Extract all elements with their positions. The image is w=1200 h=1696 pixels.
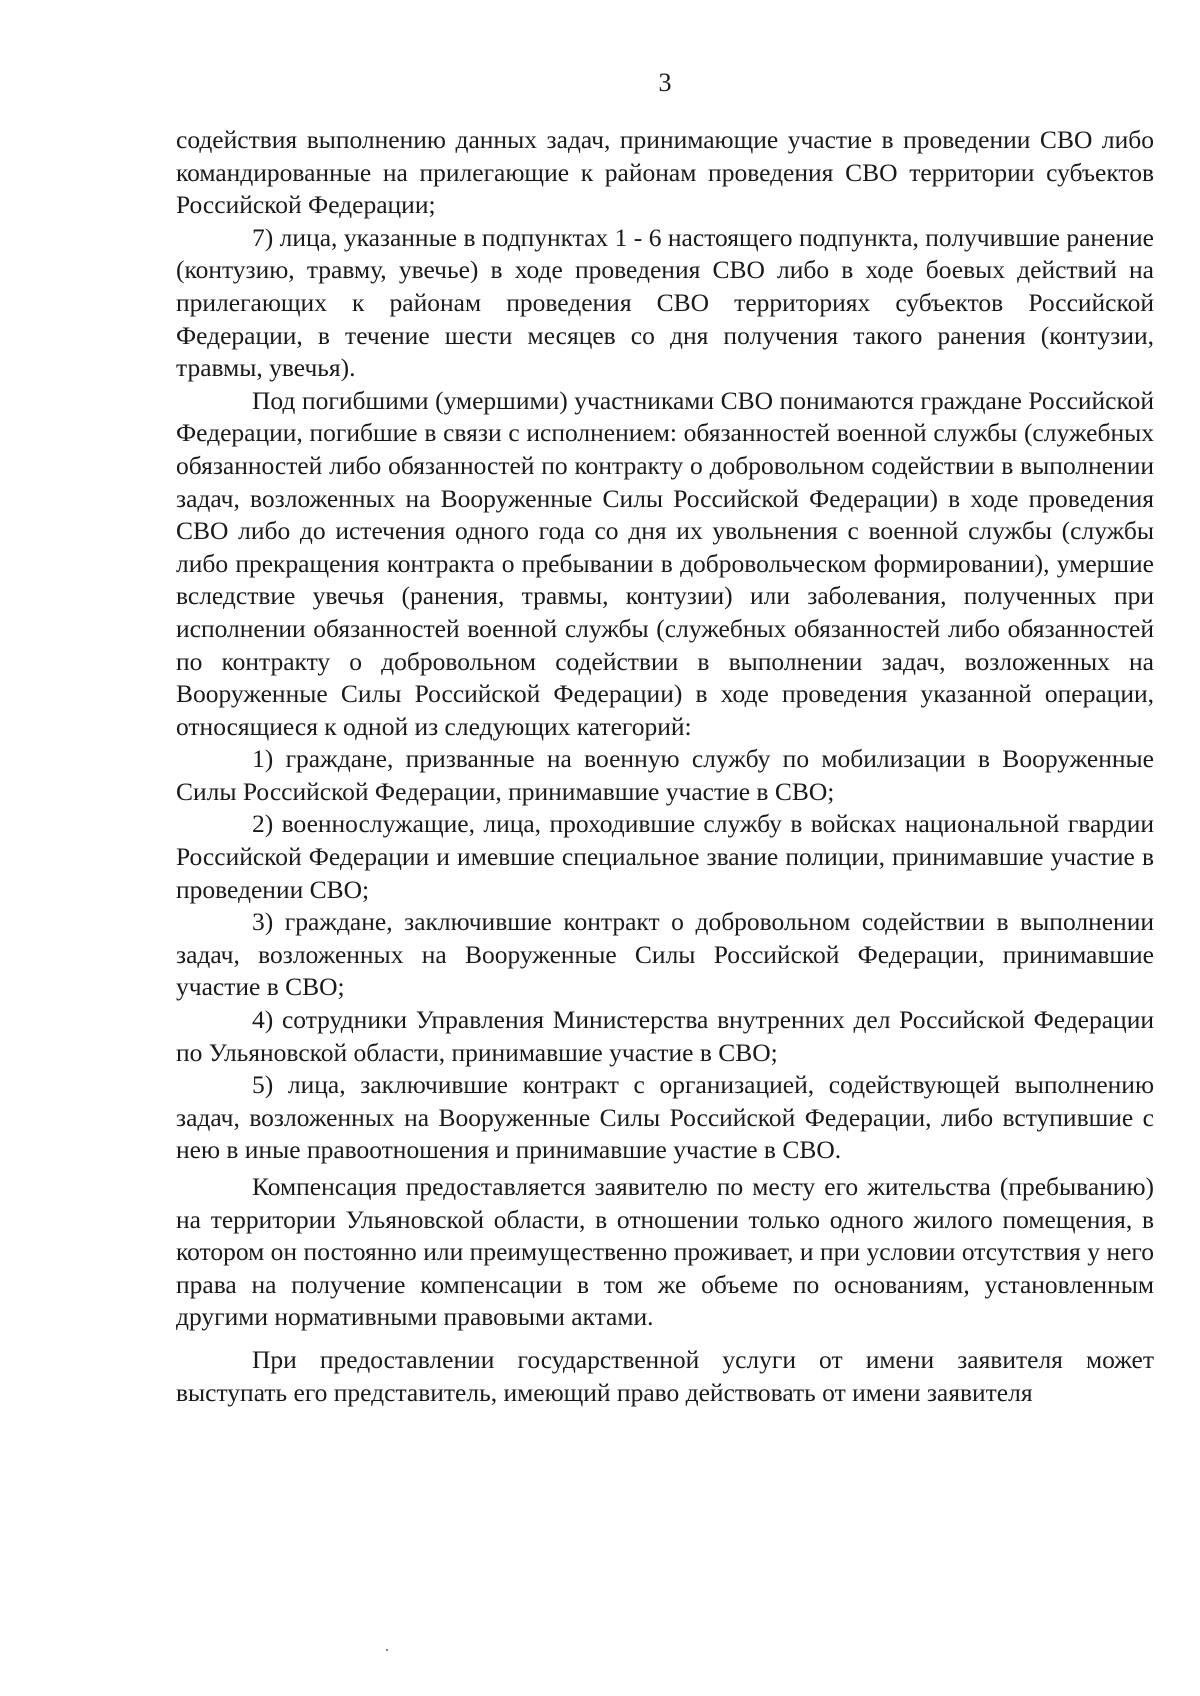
- paragraph-compensation: Компенсация предоставляется заявителю по месту его жительства (пребыванию) на территории Ульяновской области, в отношении только одного жилого помещения, в котором он постоянно или преимущественно проживает, и при условии отсутствия у него права на получение компенсации в том же объеме по основаниям, установленным другими нормативными правовыми актами.: [176, 1172, 1154, 1332]
- paragraph-continuation: содействия выполнению данных задач, принимающие участие в проведении СВО либо командированные на прилегающие к районам проведения СВО территории субъектов Российской Федерации;: [176, 125, 1154, 220]
- paragraph-category-1: 1) граждане, призванные на военную службу по мобилизации в Вооруженные Силы Российской Федерации, принимавшие участие в СВО;: [176, 744, 1154, 806]
- paragraph-item-7: 7) лица, указанные в подпунктах 1 - 6 настоящего подпункта, получившие ранение (контузию, травму, увечье) в ходе проведения СВО либо в ходе боевых действий на прилегающих к районам проведения СВО территориях субъектов Российской Федерации, в течение шести месяцев со дня получения такого ранения (контузии, травмы, увечья).: [176, 222, 1154, 383]
- page-number: 3: [658, 68, 672, 97]
- paragraph-category-2: 2) военнослужащие, лица, проходившие службу в войсках национальной гвардии Российской Федерации и имевшие специальное звание полиции, принимавшие участие в проведении СВО;: [176, 809, 1154, 904]
- paragraph-deceased-definition: Под погибшими (умершими) участниками СВО понимаются граждане Российской Федерации, погибшие в связи с исполнением: обязанностей военной службы (служебных обязанностей либо обязанностей по контракту о добровольном содействии в выполнении задач, возложенных на Вооруженные Силы Российской Федерации) в ходе проведения СВО либо до истечения одного года со дня их увольнения с военной службы (службы либо прекращения контракта о пребывании в добровольческом формировании), умершие вследствие увечья (ранения, травмы, контузии) или заболевания, полученных при исполнении обязанностей военной службы (служебных обязанностей либо обязанностей по контракту о добровольном содействии в выполнении задач, возложенных на Вооруженные Силы Российской Федерации) в ходе проведения указанной операции, относящиеся к одной из следующих категорий:: [176, 385, 1154, 741]
- paragraph-representative: При предоставлении государственной услуги от имени заявителя может выступать его представитель, имеющий право действовать от имени заявителя: [176, 1344, 1154, 1407]
- scan-speck: [386, 1649, 388, 1651]
- paragraph-category-4: 4) сотрудники Управления Министерства внутренних дел Российской Федерации по Ульяновской области, принимавшие участие в СВО;: [176, 1005, 1154, 1067]
- paragraph-category-5: 5) лица, заключившие контракт с организацией, содействующей выполнению задач, возложенных на Вооруженные Силы Российской Федерации, либо вступившие с нею в иные правоотношения и принимавшие участие в СВО.: [176, 1070, 1154, 1165]
- paragraph-category-3: 3) граждане, заключившие контракт о добровольном содействии в выполнении задач, возложенных на Вооруженные Силы Российской Федерации, принимавшие участие в СВО;: [176, 907, 1154, 1002]
- document-body: [176, 124, 1154, 1409]
